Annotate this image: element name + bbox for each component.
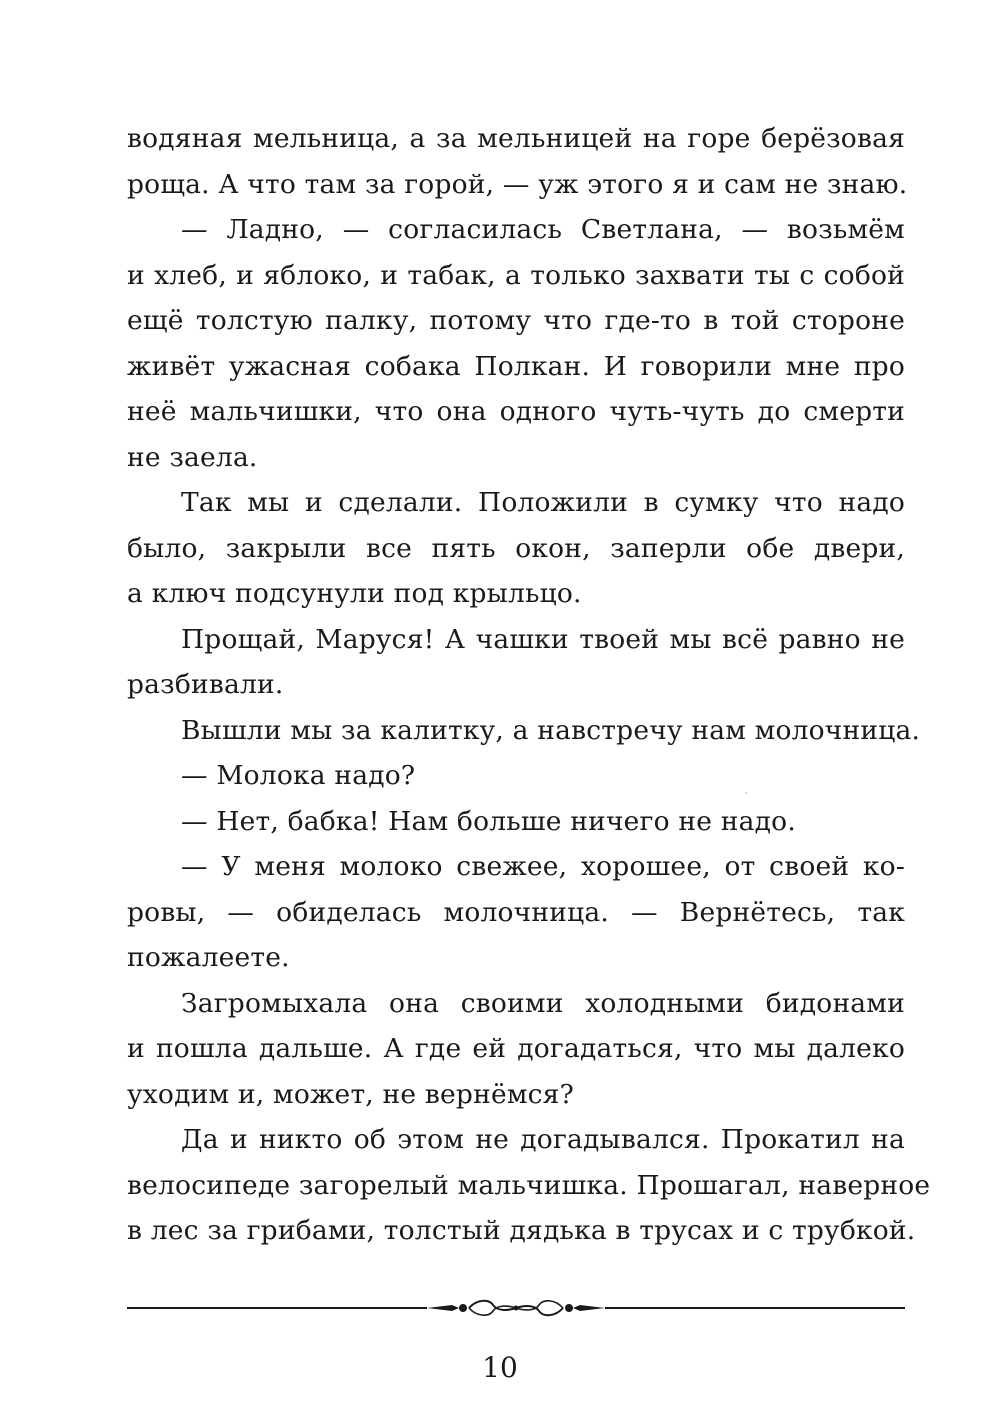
text-line: уходим и, может, не вернёмся? — [127, 1078, 575, 1110]
text-line: разбивали. — [127, 669, 284, 700]
text-line: Вышли мы за калитку, а навстречу нам молочница. — [181, 714, 921, 746]
text-line: и пошла дальше. А где ей догадаться, что мы далеко — [127, 1033, 905, 1064]
text-line: велосипеде загорелый мальчишка. Прошагал, наверное — [127, 1169, 931, 1201]
text-line: роща. А что там за горой, — уж этого я и сам не знаю. — [127, 168, 908, 200]
text-line: Прощай, Маруся! А чашки твоей мы всё равно не — [181, 623, 905, 655]
text-line: водяная мельница, а за мельницей на горе берёзовая — [127, 123, 905, 154]
text-line: — У меня молоко свежее, хорошее, от своей ко- — [181, 851, 905, 882]
text-line: — Нет, бабка! Нам больше ничего не надо. — [181, 805, 796, 837]
paper-speck — [745, 792, 747, 794]
text-line: не заела. — [127, 441, 258, 473]
page-number: 10 — [482, 1351, 518, 1384]
text-line: — Молока надо? — [181, 760, 416, 791]
text-line: пожалеете. — [127, 942, 290, 973]
text-line: ещё толстую палку, потому что где-то в той стороне — [127, 305, 905, 336]
text-line: Так мы и сделали. Положили в сумку что надо — [181, 487, 905, 518]
text-line: и хлеб, и яблоко, и табак, а только захвати ты с собой — [127, 259, 905, 291]
text-line: живёт ужасная собака Полкан. И говорили мне про — [127, 350, 905, 382]
text-line: было, закрыли все пять окон, заперли обе двери, — [127, 532, 905, 564]
text-line: — Ладно, — согласилась Светлана, — возьмём — [181, 214, 905, 245]
text-line: ровы, — обиделась молочница. — Вернётесь, так — [127, 896, 905, 928]
text-line: в лес за грибами, толстый дядька в трусах и с трубкой. — [127, 1215, 916, 1246]
decorative-divider — [127, 1296, 905, 1320]
body-text — [127, 116, 931, 1254]
text-line: а ключ подсунули под крыльцо. — [127, 578, 582, 609]
text-line: Загромыхала она своими холодными бидонами — [181, 987, 905, 1019]
text-line: Да и никто об этом не догадывался. Прокатил на — [181, 1124, 905, 1155]
text-line: неё мальчишки, что она одного чуть-чуть до смерти — [127, 396, 905, 427]
